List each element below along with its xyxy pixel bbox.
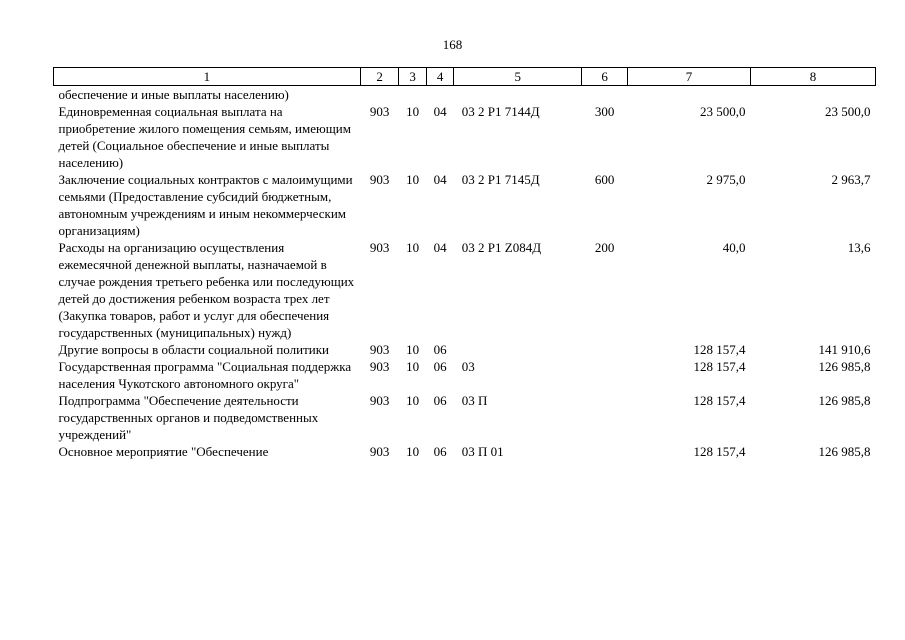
table-row — [54, 358, 876, 392]
page-number: 168 — [442, 37, 463, 52]
table-row — [54, 239, 876, 341]
row-col-3: 10 — [406, 359, 420, 374]
row-col-7: 128 157,4 — [693, 444, 746, 459]
row-name: Подпрограмма "Обеспечение деятельности государственных органов и подведомственных учреждений" — [58, 393, 319, 442]
header-col-7: 7 — [628, 68, 751, 86]
row-col-2: 903 — [369, 359, 390, 374]
row-col-4: 06 — [433, 444, 447, 459]
row-col-8: 126 985,8 — [818, 393, 871, 408]
row-col-5 — [454, 341, 582, 358]
row-col-2 — [360, 86, 399, 104]
row-col-2: 903 — [369, 104, 390, 119]
row-col-7: 23 500,0 — [699, 104, 746, 119]
row-col-8: 126 985,8 — [818, 359, 871, 374]
row-col-6 — [582, 358, 628, 392]
table-row — [54, 86, 876, 104]
header-col-3: 3 — [399, 68, 426, 86]
row-col-3: 10 — [406, 172, 420, 187]
row-name: Расходы на организацию осуществления ежемесячной денежной выплаты, назначаемой в случае рождения третьего ребенка или последующих детей до достижения ребенком возраста трех лет (Закупка товаров, работ и услуг для обеспечения государственных (муниципальных) нужд) — [58, 240, 355, 340]
row-col-7: 128 157,4 — [693, 393, 746, 408]
row-col-7 — [628, 86, 751, 104]
row-col-6 — [582, 392, 628, 443]
row-col-5 — [454, 86, 582, 104]
row-col-6: 200 — [594, 240, 615, 255]
header-col-8: 8 — [750, 68, 875, 86]
row-col-7: 128 157,4 — [693, 342, 746, 357]
row-col-5: 03 П — [461, 393, 488, 408]
row-col-7: 128 157,4 — [693, 359, 746, 374]
row-col-6: 300 — [594, 104, 615, 119]
row-name: обеспечение и иные выплаты населению) — [58, 87, 289, 102]
table-row — [54, 392, 876, 443]
row-name: Единовременная социальная выплата на приобретение жилого помещения семьям, имеющим детей (Социальное обеспечение и иные выплаты населению) — [58, 104, 351, 170]
row-name: Заключение социальных контрактов с малоимущими семьями (Предоставление субсидий бюджетным, автономным учреждениям и иным некоммерческим организациям) — [58, 172, 353, 238]
table-row — [54, 341, 876, 358]
table-row — [54, 103, 876, 171]
row-col-3: 10 — [406, 240, 420, 255]
header-col-1: 1 — [54, 68, 361, 86]
row-col-4: 04 — [433, 240, 447, 255]
table-row — [54, 171, 876, 239]
row-col-4: 04 — [433, 104, 447, 119]
row-col-8: 23 500,0 — [825, 104, 871, 119]
row-col-8 — [750, 86, 875, 104]
row-col-7: 2 975,0 — [706, 172, 746, 187]
header-col-6: 6 — [582, 68, 628, 86]
table-row — [54, 443, 876, 460]
row-col-4: 06 — [433, 359, 447, 374]
row-col-5: 03 П 01 — [461, 444, 504, 459]
row-col-6 — [582, 443, 628, 460]
row-col-2: 903 — [369, 172, 390, 187]
row-col-5: 03 2 Р1 7145Д — [461, 172, 540, 187]
row-col-6: 600 — [594, 172, 615, 187]
row-name: Основное мероприятие "Обеспечение — [58, 444, 269, 459]
row-col-8: 13,6 — [847, 240, 871, 255]
header-col-2: 2 — [360, 68, 399, 86]
row-col-4: 06 — [433, 393, 447, 408]
row-col-5: 03 2 Р1 Z084Д — [461, 240, 542, 255]
row-col-8: 2 963,7 — [831, 172, 871, 187]
header-row — [54, 68, 876, 86]
row-name: Государственная программа "Социальная поддержка населения Чукотского автономного округа" — [58, 359, 352, 391]
row-col-4: 04 — [433, 172, 447, 187]
row-col-4 — [426, 86, 453, 104]
row-col-2: 903 — [369, 342, 390, 357]
row-col-8: 141 910,6 — [818, 342, 871, 357]
row-col-3: 10 — [406, 104, 420, 119]
row-col-6 — [582, 341, 628, 358]
row-col-7: 40,0 — [722, 240, 746, 255]
row-col-5: 03 — [461, 359, 475, 374]
row-name: Другие вопросы в области социальной политики — [58, 342, 329, 357]
row-col-2: 903 — [369, 240, 390, 255]
row-col-2: 903 — [369, 444, 390, 459]
row-col-3: 10 — [406, 444, 420, 459]
row-col-3 — [399, 86, 426, 104]
row-col-5: 03 2 Р1 7144Д — [461, 104, 540, 119]
row-col-3: 10 — [406, 342, 420, 357]
row-col-6 — [582, 86, 628, 104]
header-col-5: 5 — [454, 68, 582, 86]
row-col-2: 903 — [369, 393, 390, 408]
row-col-3: 10 — [406, 393, 420, 408]
header-col-4: 4 — [426, 68, 453, 86]
row-col-8: 126 985,8 — [818, 444, 871, 459]
budget-table — [53, 67, 876, 460]
row-col-4: 06 — [433, 342, 447, 357]
